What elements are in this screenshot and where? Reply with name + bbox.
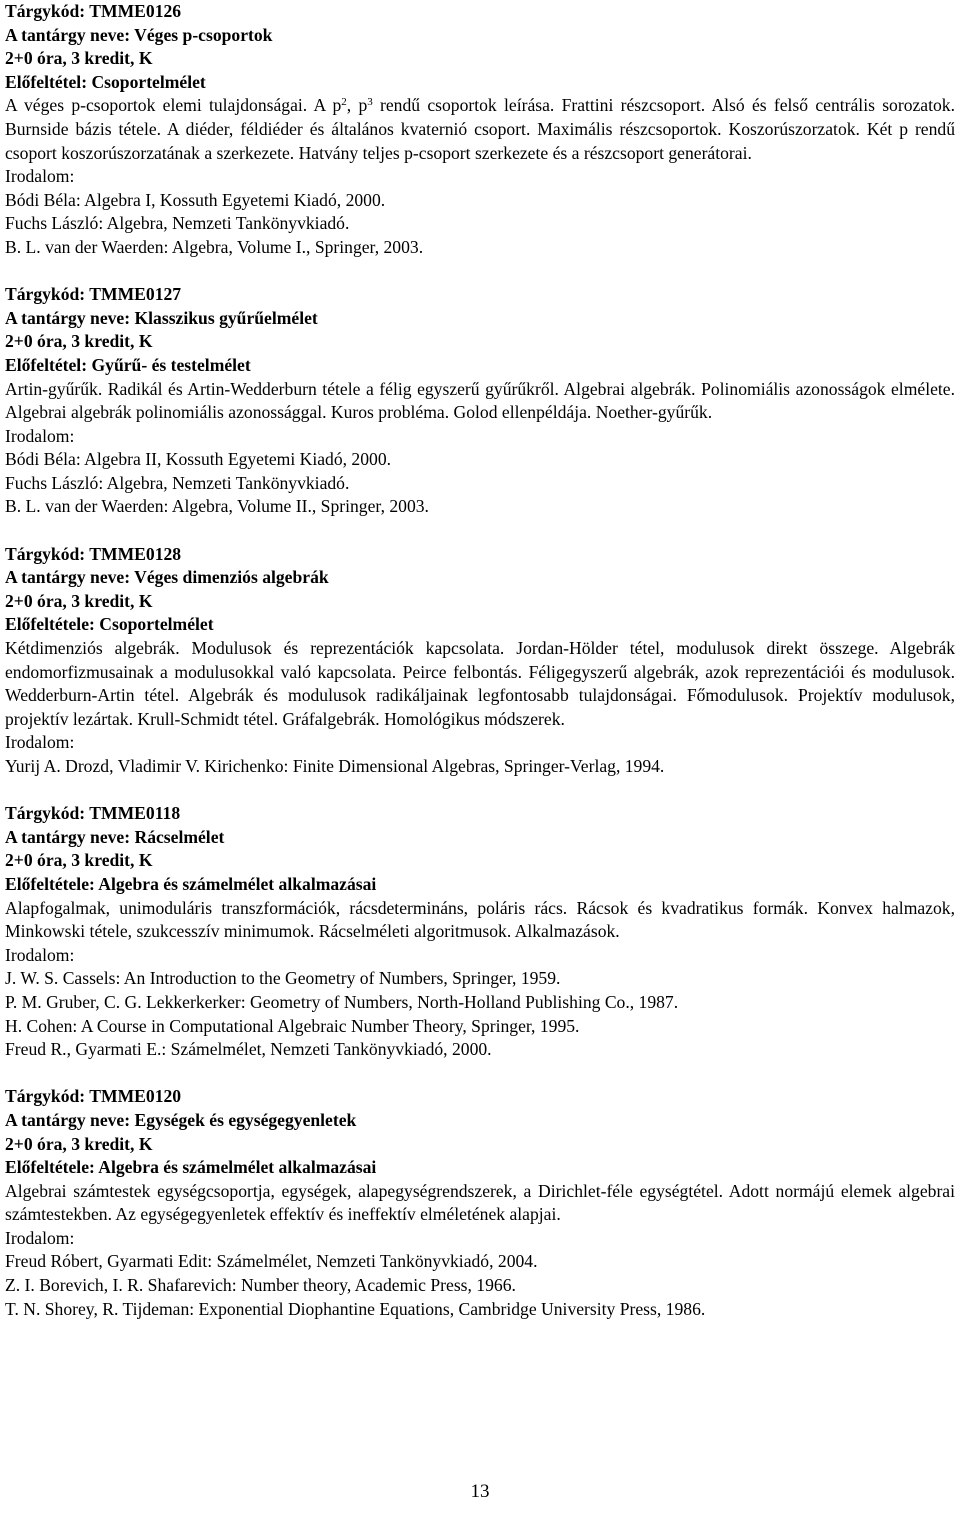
superscript: 3 — [367, 96, 373, 109]
literature-label: Irodalom: — [5, 425, 75, 446]
course-code: Tárgykód: TMME0118 — [5, 803, 181, 824]
reference-item: P. M. Gruber, C. G. Lekkerkerker: Geometry of Numbers, North-Holland Publishing Co., 1987. — [5, 991, 679, 1012]
course-description: Alapfogalmak, unimoduláris transzformációk, rácsdetermináns, poláris rács. Rácsok és kvadratikus formák. Konvex halmazok, Minkowski tétele, szukcesszív minimumok. Rácselméleti algoritmusok. Alkalmazások. — [5, 897, 955, 942]
reference-item: Fuchs László: Algebra, Nemzeti Tankönyvkiadó. — [5, 472, 350, 493]
course-code: Tárgykód: TMME0120 — [5, 1086, 182, 1107]
reference-item: T. N. Shorey, R. Tijdeman: Exponential Diophantine Equations, Cambridge University Press, 1986. — [5, 1298, 706, 1319]
course-name: A tantárgy neve: Egységek és egységegyenletek — [5, 1109, 357, 1130]
course-hours: 2+0 óra, 3 kredit, K — [5, 590, 153, 611]
course-prerequisite: Előfeltétel: Csoportelmélet — [5, 71, 206, 92]
course-code: Tárgykód: TMME0128 — [5, 543, 182, 564]
reference-item: Bódi Béla: Algebra I, Kossuth Egyetemi Kiadó, 2000. — [5, 189, 386, 210]
course-description — [5, 94, 955, 165]
course-block — [5, 802, 955, 1062]
course-block — [5, 1085, 955, 1321]
course-hours: 2+0 óra, 3 kredit, K — [5, 1133, 153, 1154]
course-prerequisite: Előfeltétel: Gyűrű- és testelmélet — [5, 354, 251, 375]
reference-item: B. L. van der Waerden: Algebra, Volume I., Springer, 2003. — [5, 236, 424, 257]
reference-item: Z. I. Borevich, I. R. Shafarevich: Number theory, Academic Press, 1966. — [5, 1275, 516, 1296]
course-code: Tárgykód: TMME0127 — [5, 284, 182, 305]
course-block — [5, 0, 955, 260]
literature-label: Irodalom: — [5, 732, 75, 753]
document-body — [5, 0, 955, 1345]
reference-item: Yurij A. Drozd, Vladimir V. Kirichenko: Finite Dimensional Algebras, Springer-Verlag, 1994. — [5, 756, 665, 776]
course-name: A tantárgy neve: Véges dimenziós algebrák — [5, 567, 329, 588]
course-description: Kétdimenziós algebrák. Modulusok és reprezentációk kapcsolata. Jordan-Hölder tétel, modulusok direkt összege. Algebrák endomorfizmusainak a modulusokkal való kapcsolata. Peirce felbontás. Féligegyszerű algebrák, azok reprezentációi és modulusok. Wedderburn-Artin tétel. Algebrák és modulusok radikáljainak legfontosabb tulajdonságai. Főmodulusok. Projektív modulusok, projektív lezártak. Krull-Schmidt tétel. Gráfalgebrák. Homológikus módszerek. — [5, 638, 955, 729]
reference-item: B. L. van der Waerden: Algebra, Volume II., Springer, 2003. — [5, 496, 429, 517]
course-prerequisite: Előfeltétele: Algebra és számelmélet alkalmazásai — [5, 1157, 377, 1178]
reference-item: Freud Róbert, Gyarmati Edit: Számelmélet, Nemzeti Tankönyvkiadó, 2004. — [5, 1251, 538, 1272]
reference-item: J. W. S. Cassels: An Introduction to the Geometry of Numbers, Springer, 1959. — [5, 968, 561, 989]
page-number: 13 — [470, 1481, 490, 1502]
course-name: A tantárgy neve: Véges p-csoportok — [5, 24, 273, 45]
course-hours: 2+0 óra, 3 kredit, K — [5, 48, 153, 69]
course-name: A tantárgy neve: Rácselmélet — [5, 826, 225, 847]
course-prerequisite: Előfeltétele: Csoportelmélet — [5, 614, 214, 635]
course-block — [5, 543, 955, 779]
reference-item: Fuchs László: Algebra, Nemzeti Tankönyvkiadó. — [5, 213, 350, 234]
course-block — [5, 283, 955, 519]
reference-item: Freud R., Gyarmati E.: Számelmélet, Nemzeti Tankönyvkiadó, 2000. — [5, 1039, 492, 1060]
course-prerequisite: Előfeltétele: Algebra és számelmélet alkalmazásai — [5, 873, 377, 894]
reference-item: Bódi Béla: Algebra II, Kossuth Egyetemi Kiadó, 2000. — [5, 449, 392, 470]
reference-item: H. Cohen: A Course in Computational Algebraic Number Theory, Springer, 1995. — [5, 1015, 580, 1036]
description-part: A véges p-csoportok elemi tulajdonságai. A p — [5, 95, 342, 116]
course-description: Artin-gyűrűk. Radikál és Artin-Wedderburn tétele a félig egyszerű gyűrűkről. Algebrai algebrák. Polinomiális azonosságok elmélete. Algebrai algebrák polinomiális azonossággal. Kuros probléma. Golod ellenpéldája. Noether-gyűrűk. — [5, 378, 955, 423]
superscript: 2 — [341, 96, 347, 109]
course-hours: 2+0 óra, 3 kredit, K — [5, 331, 153, 352]
description-part: , p — [346, 95, 368, 116]
literature-label: Irodalom: — [5, 944, 75, 965]
literature-label: Irodalom: — [5, 1227, 75, 1248]
course-code: Tárgykód: TMME0126 — [5, 1, 182, 21]
course-description: Algebrai számtestek egységcsoportja, egységek, alapegységrendszerek, a Dirichlet-féle egységtétel. Adott normájú elemek algebrai számtestekben. Az egységegyenletek effektív és ineffektív elméletének alapjai. — [5, 1180, 955, 1225]
course-hours: 2+0 óra, 3 kredit, K — [5, 850, 153, 871]
course-name: A tantárgy neve: Klasszikus gyűrűelmélet — [5, 307, 318, 328]
literature-label: Irodalom: — [5, 166, 75, 187]
description-part: rendű csoportok leírása. Frattini részcsoport. Alsó és felső centrális sorozatok. Burnside bázis tétele. A diéder, féldiéder és általános kvaternió csoport. Maximális részcsoportok. Koszorúszorzatok. Két p rendű csoport koszorúszorzatának a szerkezete. Hatvány teljes p-csoport szerkezete és a részcsoport generátorai. — [5, 95, 955, 163]
